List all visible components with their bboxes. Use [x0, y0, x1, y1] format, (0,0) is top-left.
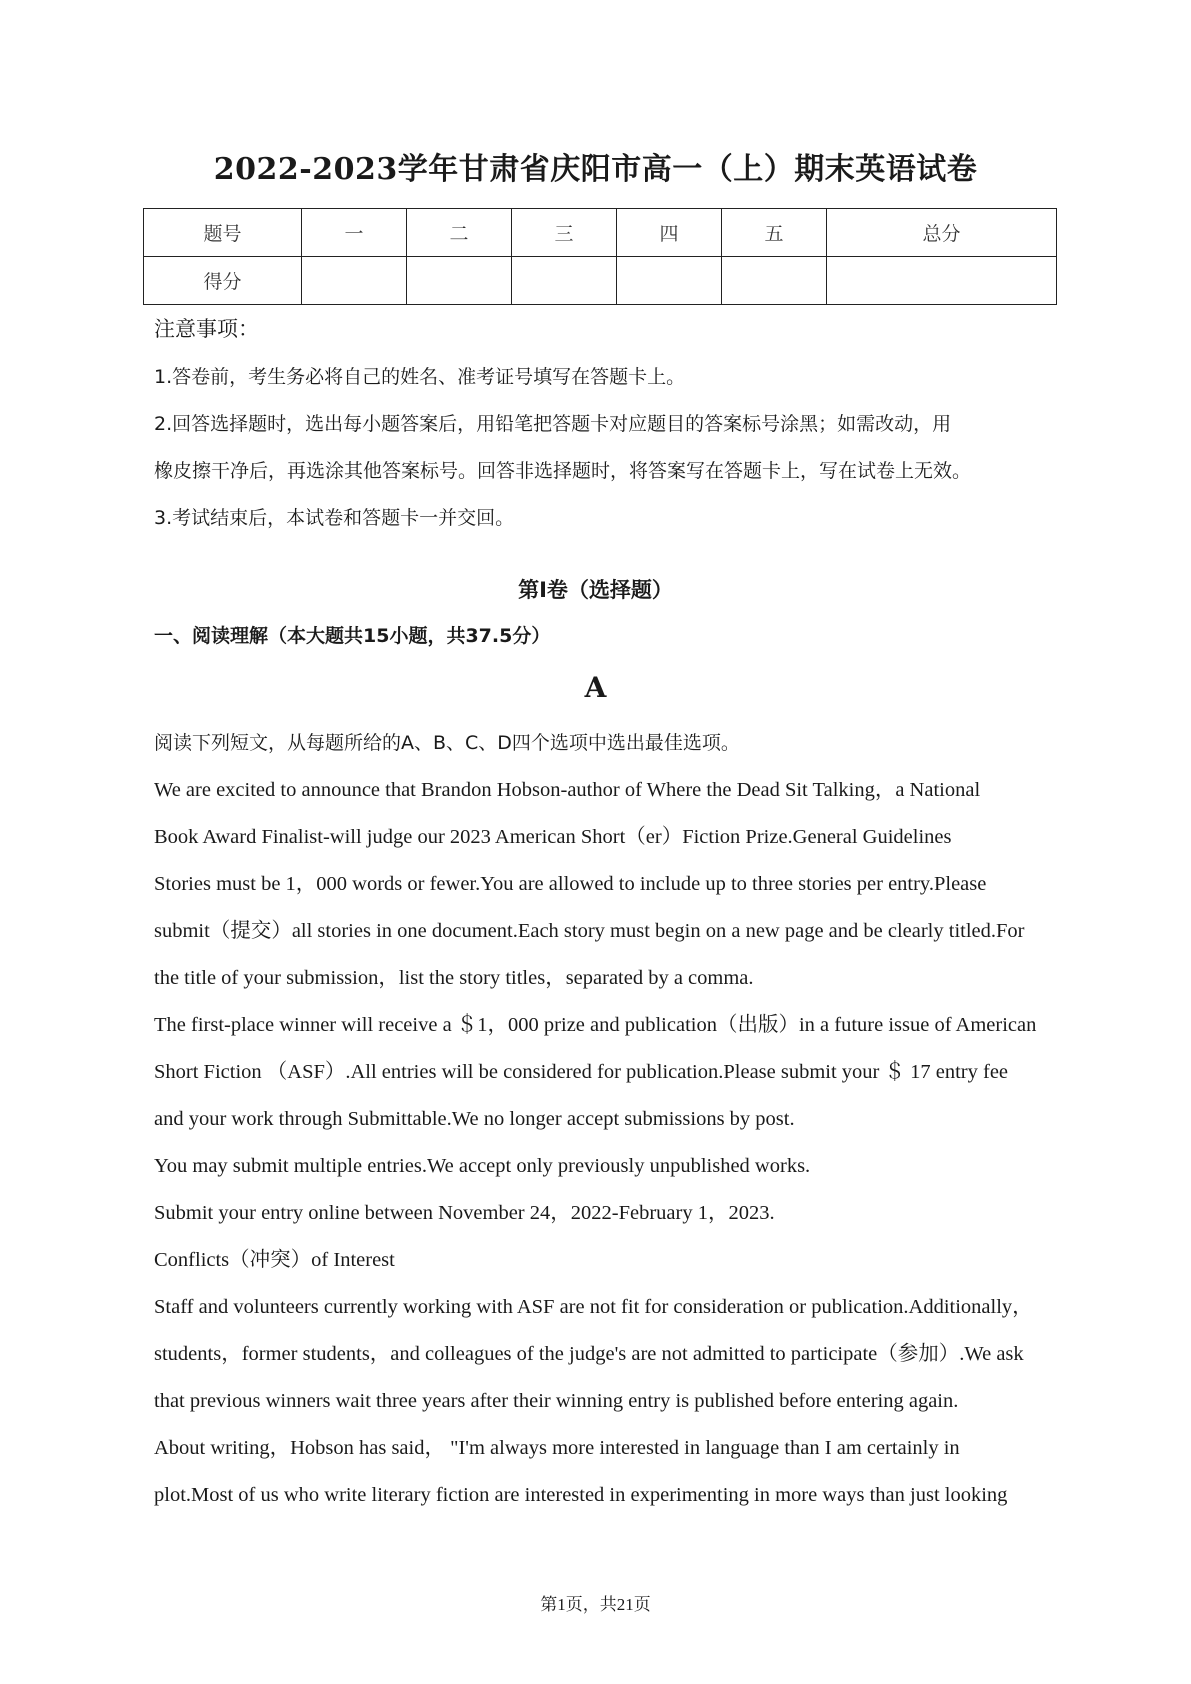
score-cell: [617, 257, 722, 305]
score-header-cell: 五: [722, 209, 827, 257]
passage-line: About writing，Hobson has said， "I'm always more interested in language than I am certainly in: [154, 1437, 960, 1459]
notice-line: 1.答卷前，考生务必将自己的姓名、准考证号填写在答题卡上。: [154, 366, 686, 388]
passage-line: Staff and volunteers currently working with ASF are not fit for consideration or publication.Additionally，: [154, 1296, 1033, 1318]
passage-line: Submit your entry online between November 24，2022-February 1，2023.: [154, 1202, 775, 1224]
passage-line: Short Fiction （ASF）.All entries will be considered for publication.Please submit your ＄ 17 entry fee: [154, 1061, 1009, 1083]
score-header-cell: 一: [302, 209, 407, 257]
notice-line: 橡皮擦干净后，再选涂其他答案标号。回答非选择题时，将答案写在答题卡上，写在试卷上无效。: [154, 460, 972, 482]
passage-line: Conflicts（冲突）of Interest: [154, 1249, 395, 1271]
passage-line: and your work through Submittable.We no longer accept submissions by post.: [154, 1108, 795, 1130]
passage-line: submit（提交）all stories in one document.Each story must begin on a new page and be clearly titled.For: [154, 920, 1025, 942]
score-cell: [407, 257, 512, 305]
score-table-header-row: [144, 209, 1057, 257]
score-header-cell: 三: [512, 209, 617, 257]
notice-title: 注意事项：: [154, 317, 259, 341]
volume-title: 第I卷（选择题）: [518, 578, 673, 602]
passage-line: the title of your submission，list the story titles，separated by a comma.: [154, 967, 754, 989]
score-cell: [827, 257, 1057, 305]
score-header-cell: 四: [617, 209, 722, 257]
passage-line: Book Award Finalist-will judge our 2023 American Short（er）Fiction Prize.General Guidelines: [154, 826, 952, 848]
score-table: [143, 208, 1057, 305]
score-cell: [512, 257, 617, 305]
passage-line: plot.Most of us who write literary fiction are interested in experimenting in more ways than just looking: [154, 1484, 1008, 1506]
score-cell: [302, 257, 407, 305]
passage-line: students，former students，and colleagues of the judge's are not admitted to participate（参加）.We ask: [154, 1343, 1024, 1365]
passage-letter: A: [584, 671, 607, 704]
exam-title: 2022-2023学年甘肃省庆阳市高一（上）期末英语试卷: [213, 152, 978, 187]
passage-line: You may submit multiple entries.We accept only previously unpublished works.: [154, 1155, 811, 1177]
notice-line: 2.回答选择题时，选出每小题答案后，用铅笔把答题卡对应题目的答案标号涂黑；如需改动，用: [154, 413, 952, 435]
score-cell: [722, 257, 827, 305]
score-header-cell: 二: [407, 209, 512, 257]
score-table-score-row: [144, 257, 1057, 305]
page-footer: 第1页，共21页: [540, 1595, 651, 1614]
instruction-text: 阅读下列短文，从每题所给的A、B、C、D四个选项中选出最佳选项。: [154, 732, 740, 754]
notice-line: 3.考试结束后，本试卷和答题卡一并交回。: [154, 507, 515, 529]
passage-line: Stories must be 1，000 words or fewer.You are allowed to include up to three stories per entry.Please: [154, 873, 987, 895]
score-header-cell: 总分: [827, 209, 1057, 257]
section-title: 一、阅读理解（本大题共15小题，共37.5分）: [154, 625, 551, 647]
score-header-cell: 题号: [144, 209, 302, 257]
passage-line: that previous winners wait three years after their winning entry is published before entering again.: [154, 1390, 959, 1412]
passage-line: We are excited to announce that Brandon Hobson-author of Where the Dead Sit Talking，a National: [154, 779, 981, 801]
passage-line: The first-place winner will receive a ＄1，000 prize and publication（出版）in a future issue of American: [154, 1014, 1037, 1036]
score-row-label: 得分: [144, 257, 302, 305]
